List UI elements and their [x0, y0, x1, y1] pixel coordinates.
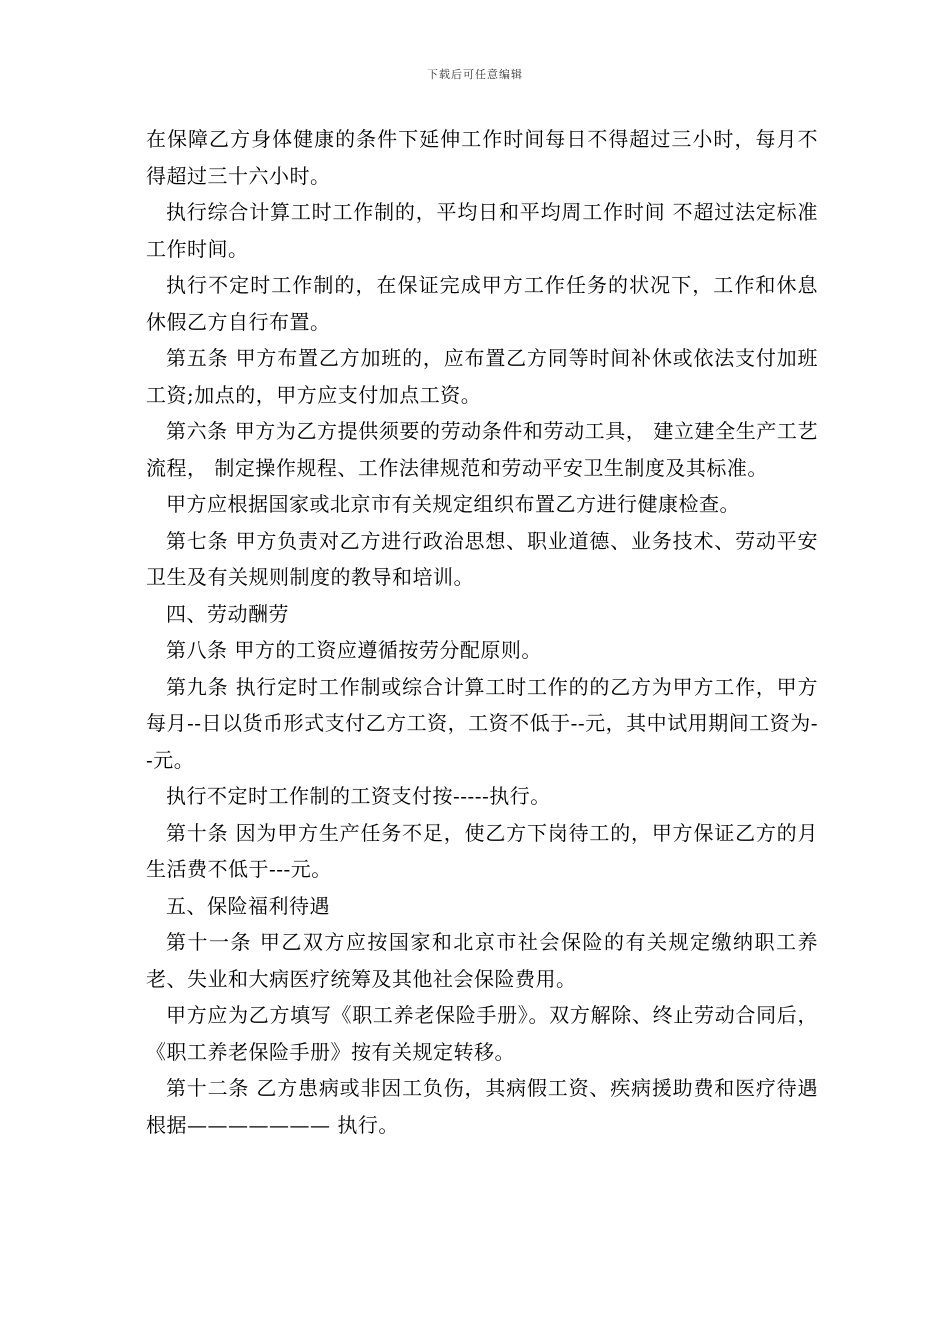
paragraph: 第八条 甲方的工资应遵循按劳分配原则。 — [166, 638, 542, 662]
paragraph: 第十条 因为甲方生产任务不足，使乙方下岗待工的，甲方保证乙方的月生活费不低于---元。 — [146, 820, 818, 881]
paragraph: 执行综合计算工时工作制的，平均日和平均周工作时间 不超过法定标准工作时间。 — [146, 200, 818, 261]
paragraph: 第十二条 乙方患病或非因工负伤，其病假工资、疾病援助费和医疗待遇根据——————— 执行。 — [146, 1076, 818, 1137]
paragraph: 第五条 甲方布置乙方加班的，应布置乙方同等时间补休或依法支付加班工资;加点的，甲方应支付加点工资。 — [146, 346, 818, 407]
paragraph: 执行不定时工作制的，在保证完成甲方工作任务的状况下，工作和休息休假乙方自行布置。 — [146, 273, 818, 334]
paragraph: 甲方应根据国家或北京市有关规定组织布置乙方进行健康检查。 — [166, 492, 740, 516]
section-heading: 四、劳动酬劳 — [166, 601, 289, 626]
section-heading: 五、保险福利待遇 — [166, 893, 330, 918]
paragraph: 第六条 甲方为乙方提供须要的劳动条件和劳动工具， 建立建全生产工艺流程， 制定操作规程、工作法律规范和劳动平安卫生制度及其标准。 — [146, 419, 818, 480]
page-header: 下载后可任意编辑 — [427, 68, 523, 81]
paragraph: 执行不定时工作制的工资支付按-----执行。 — [166, 784, 551, 808]
paragraph: 第七条 甲方负责对乙方进行政治思想、职业道德、业务技术、劳动平安卫生及有关规则制度的教导和培训。 — [146, 528, 818, 589]
paragraph: 在保障乙方身体健康的条件下延伸工作时间每日不得超过三小时，每月不得超过三十六小时。 — [146, 127, 818, 188]
document-body — [146, 121, 818, 1143]
paragraph: 甲方应为乙方填写《职工养老保险手册》。双方解除、终止劳动合同后，《职工养老保险手册》按有关规定转移。 — [146, 1003, 818, 1064]
paragraph: 第十一条 甲乙双方应按国家和北京市社会保险的有关规定缴纳职工养老、失业和大病医疗统筹及其他社会保险费用。 — [146, 930, 818, 991]
paragraph: 第九条 执行定时工作制或综合计算工时工作的的乙方为甲方工作，甲方每月--日以货币形式支付乙方工资，工资不低于--元，其中试用期间工资为--元。 — [146, 674, 818, 772]
